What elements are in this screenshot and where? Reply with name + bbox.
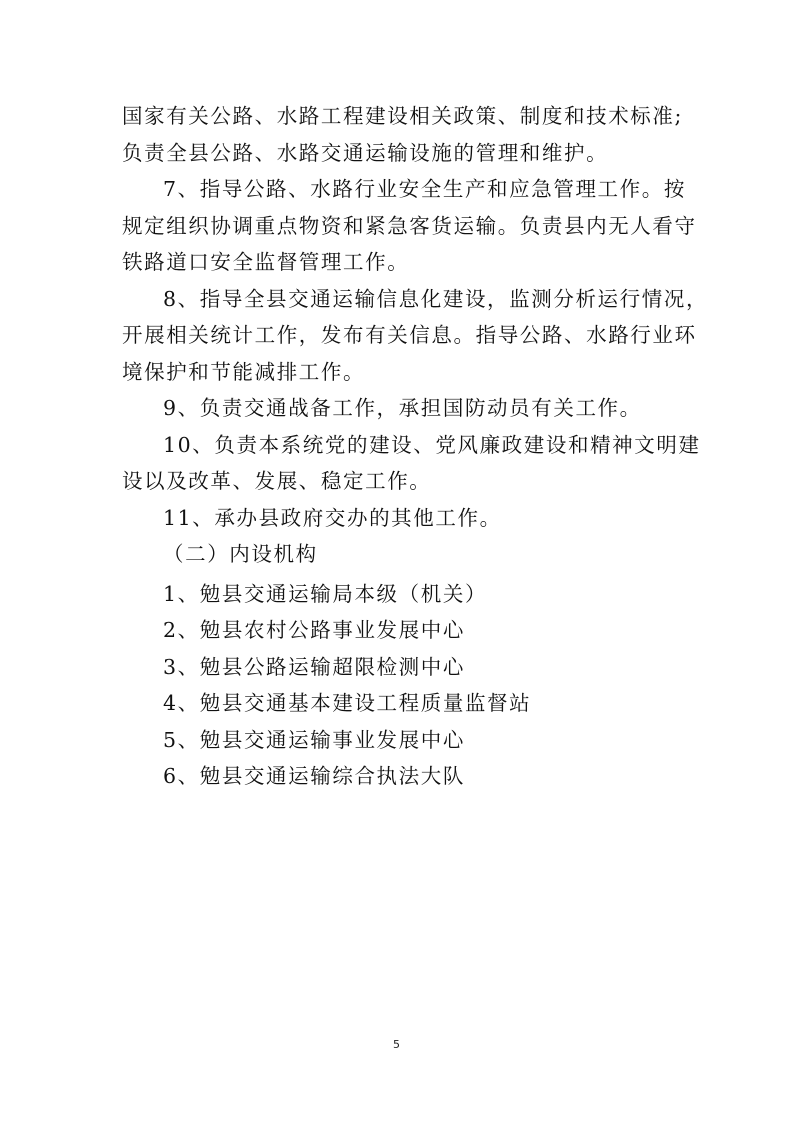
list-item: 3、勉县公路运输超限检测中心 bbox=[163, 654, 465, 679]
paragraph-line: 8、指导全县交通运输信息化建设，监测分析运行情况， bbox=[163, 286, 709, 311]
document-body bbox=[122, 98, 709, 795]
paragraph-line: 规定组织协调重点物资和紧急客货运输。负责县内无人看守 bbox=[122, 213, 697, 238]
paragraph-line: 7、指导公路、水路行业安全生产和应急管理工作。按 bbox=[163, 177, 686, 201]
paragraph-line: 国家有关公路、水路工程建设相关政策、制度和技术标准; bbox=[122, 104, 684, 128]
institution-list bbox=[122, 576, 682, 796]
paragraph-line: 开展相关统计工作，发布有关信息。指导公路、水路行业环 bbox=[122, 323, 697, 347]
paragraph-line: 设以及改革、发展、稳定工作。 bbox=[122, 469, 432, 493]
paragraph-line: 负责全县公路、水路交通运输设施的管理和维护。 bbox=[122, 140, 609, 165]
list-item: 2、勉县农村公路事业发展中心 bbox=[163, 618, 465, 643]
paragraph-line: 9、负责交通战备工作，承担国防动员有关工作。 bbox=[163, 396, 642, 420]
list-item: 4、勉县交通基本建设工程质量监督站 bbox=[163, 691, 532, 716]
list-item: 6、勉县交通运输综合执法大队 bbox=[163, 764, 465, 789]
paragraph-line: 铁路道口安全监督管理工作。 bbox=[122, 250, 410, 274]
section-heading: （二）内设机构 bbox=[163, 542, 318, 566]
paragraph-line: 11、承办县政府交办的其他工作。 bbox=[163, 505, 502, 530]
paragraph-line: 10、负责本系统党的建设、党风廉政建设和精神文明建 bbox=[163, 432, 701, 457]
paragraph-line: 境保护和节能减排工作。 bbox=[122, 359, 366, 384]
list-item: 1、勉县交通运输局本级（机关） bbox=[163, 581, 488, 606]
list-item: 5、勉县交通运输事业发展中心 bbox=[163, 727, 465, 752]
page-number: 5 bbox=[393, 1038, 400, 1051]
